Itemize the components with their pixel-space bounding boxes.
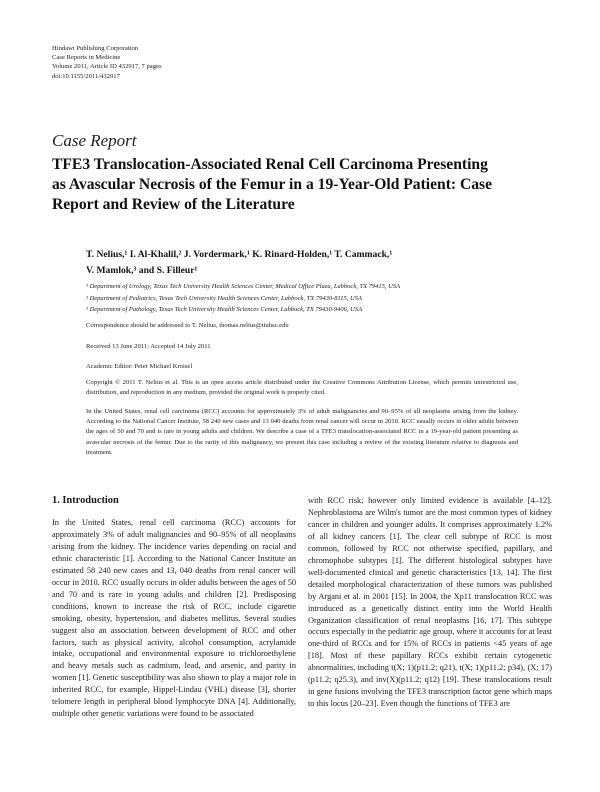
received-accepted: Received 13 June 2011; Accepted 14 July 2011 [86, 343, 211, 350]
affiliation: ³ Department of Pathology, Texas Tech University Health Sciences Center, Lubbock, TX 79430-9406, USA [86, 306, 363, 313]
abstract: In the United States, renal cell carcinoma (RCC) accounts for approximately 3% of adult malignancies and 90–95% of all neoplasms arising from the kidney. According to the National Cancer Institute, 58 240 new cases and 13 040 deaths from renal cancer will occur in 2010. RCC usually occurs in older adults between the ages of 50 and 70 and is rare in young adults and children. We describe a case of a TFE3 translocation-associated RCC in a 19-year-old patient presenting as avascular necrosis of the femur. Due to the rarity of this malignancy, we present this case including a review of the existing literature relative to diagnosis and treatment. [86, 408, 518, 456]
body-column-right: with RCC risk; however only limited evidence is available [4–12]. Nephroblastoma are Wilm's tumor are the most common types of kidney cancer in children and younger adults. It comprises approximately 1.2% of all kidney cancers [1]. The clear cell subtype of RCC is most common, followed by RCC not otherwise specified, papillary, and chromophobe subtypes [1]. The different histological subtypes have well-documented clinical and genetic characteristics [13, 14]. The first detailed morphological characterization of these tumors was published by Argani et al. in 2001 [15]. In 2004, the Xp11 translocation RCC was introduced as a genetically distinct entity into the World Health Organization classification of renal neoplasms [16, 17]. This subtype occurs especially in the pediatric age group, where it accounts for at least one-third of RCCs and for 15% of RCCs in patients <45 years of age [18]. Most of these papillary RCCs exhibit certain cytogenetic abnormalities, including t(X; 1)(p11.2; q21), t(X; 1)(p11.2; p34), (X; 17)(p11.2; q25.3), and inv(X)(p11.2; q12) [19]. These translocations result in gene fusions involving the TFE3 transcription factor gene which maps to this locus [20–23]. Even though the functions of TFE3 are [308, 496, 552, 709]
author-line: V. Mamlok,³ and S. Filleur¹ [86, 264, 198, 276]
section-heading: 1. Introduction [52, 495, 119, 506]
affiliations [86, 281, 400, 316]
affiliation: ² Department of Pediatrics, Texas Tech University Health Sciences Center, Lubbock, TX 79430-8115, USA [86, 294, 362, 302]
correspondence [86, 321, 289, 330]
publisher-name: Hindawi Publishing Corporation [52, 45, 139, 52]
title-line: as Avascular Necrosis of the Femur in a 19-Year-Old Patient: Case [52, 176, 493, 193]
copyright-notice: Copyright © 2011 T. Nelius et al. This is an open access article distributed under the Creative Commons Attribution License, which permits unrestricted use, distribution, and reproduction in any medium, provided the original work is properly cited. [86, 379, 518, 397]
editor-text: Academic Editor: Peter Michael Kroisel [86, 363, 193, 370]
author-line: T. Nelius,¹ I. Al-Khalil,² J. Vordermark,¹ K. Rinard-Holden,¹ T. Cammack,¹ [86, 249, 393, 260]
author-list [86, 247, 392, 278]
publication-header [52, 44, 162, 81]
academic-editor [86, 362, 192, 371]
journal-name: Case Reports in Medicine [52, 54, 121, 62]
doi: doi:10.1155/2011/432917 [52, 72, 120, 80]
volume-info: Volume 2011, Article ID 432917, 7 pages [52, 63, 162, 71]
title-line: TFE3 Translocation-Associated Renal Cell Carcinoma Presenting [52, 156, 488, 173]
correspondence-text: Correspondence should be addressed to T. Nelius, thomas.nelius@ttuhsc.edu [86, 322, 289, 329]
body-column-left: In the United States, renal cell carcinoma (RCC) accounts for approximately 3% of adult malignancies and 90–95% of all neoplasms arising from the kidney. The incidence varies depending on racial and ethnic characteristic [1]. According to the National Cancer Institute an estimated 58 240 new cases and 13, 040 deaths from renal cancer will occur in 2010. RCC usually occurs in older adults between the ages of 50 and 70 and is rare in young adults and children [2]. Predisposing conditions, known to increase the risk of RCC, include cigarette smoking, obesity, hypertension, and diabetes mellitus. Several studies suggest also an association between development of RCC and other factors, such as physical activity, alcohol consumption, acrylamide intake, occupational and environmental exposure to trichloroethylene and heavy metals such as cadmium, lead, and arsenic, and parity in women [1]. Genetic susceptibility was also shown to play a major role in inherited RCC, for example, Hippel-Lindau (VHL) disease [3], shorter telomere length in peripheral blood lymphocyte DNA [4]. Additionally, multiple other genetic variations were found to be associated [52, 518, 296, 719]
affiliation: ¹ Department of Urology, Texas Tech University Health Sciences Center, Medical Office Plaza, Lubbock, TX 79415, USA [86, 283, 401, 290]
article-title [52, 155, 552, 215]
title-line: Report and Review of the Literature [52, 196, 295, 213]
article-type: Case Report [52, 131, 137, 150]
dates [86, 342, 211, 351]
